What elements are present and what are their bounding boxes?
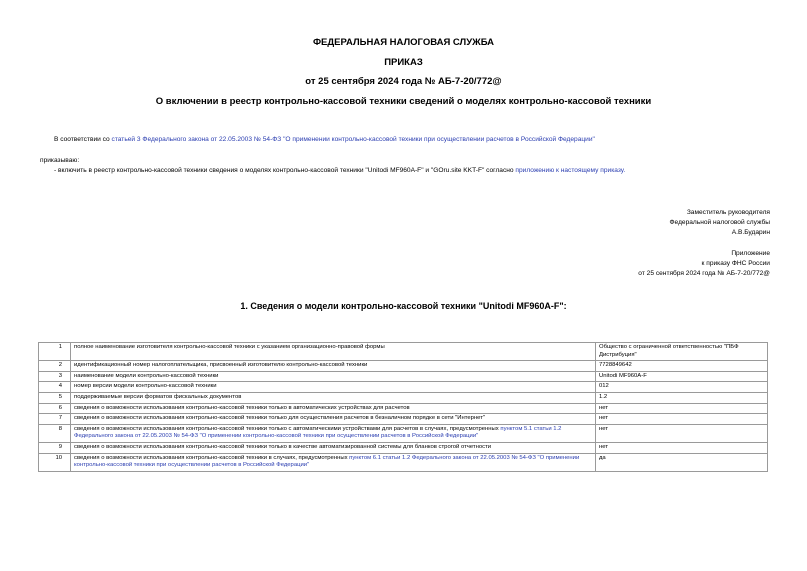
row-description: сведения о возможности использования контрольно-кассовой техники только в качестве автоматизированной системы для бланков строгой отчетности bbox=[71, 442, 596, 453]
row-value: Общество с ограниченной ответственностью "ПБФ Дистрибуция" bbox=[596, 343, 768, 361]
row-number: 4 bbox=[39, 382, 71, 393]
row-description: идентификационный номер налогоплательщика, присвоенный изготовителю контрольно-кассовой техники bbox=[71, 361, 596, 372]
signature-name: А.В.Бударин bbox=[731, 229, 770, 236]
table-row bbox=[39, 361, 768, 372]
appendix-line-1: Приложение bbox=[731, 250, 770, 257]
row-number: 10 bbox=[39, 453, 71, 471]
appendix-block bbox=[638, 249, 770, 279]
table-row bbox=[39, 414, 768, 425]
section-title: 1. Сведения о модели контрольно-кассовой техники "Unitodi MF960A-F": bbox=[240, 301, 567, 311]
table-row bbox=[39, 371, 768, 382]
signature-position-1: Заместитель руководителя bbox=[686, 209, 770, 216]
row-description-text: сведения о возможности использования контрольно-кассовой техники только с автоматическими устройствами для расчетов в случаях, предусмотренных bbox=[74, 425, 501, 432]
law-reference-link[interactable]: пунктом 5.1 статьи 1.2 Федерального закона от 22.05.2003 № 54-ФЗ "О применении контрольно-кассовой техники при осуществлении расчетов в Российской Федерации" bbox=[74, 425, 562, 440]
order-item-text: - включить в реестр контрольно-кассовой техники сведения о моделях контрольно-кассовой техники "Unitodi MF960A-F" и "GOru.site KKT-F" согласно bbox=[54, 167, 516, 174]
table-row bbox=[39, 424, 768, 442]
order-label: приказываю: bbox=[40, 157, 80, 164]
model-info-table bbox=[38, 342, 768, 472]
table-row bbox=[39, 343, 768, 361]
table-row bbox=[39, 392, 768, 403]
row-value: нет bbox=[596, 442, 768, 453]
row-description bbox=[71, 453, 596, 471]
row-number: 6 bbox=[39, 403, 71, 414]
row-number: 8 bbox=[39, 424, 71, 442]
agency-heading: ФЕДЕРАЛЬНАЯ НАЛОГОВАЯ СЛУЖБА bbox=[312, 37, 495, 48]
row-number: 7 bbox=[39, 414, 71, 425]
law-reference-link[interactable]: пунктом 6.1 статьи 1.2 Федерального закона от 22.05.2003 № 54-ФЗ "О применении контрольно-кассовой техники при осуществлении расчетов в Российской Федерации" bbox=[74, 454, 580, 469]
preamble bbox=[54, 136, 595, 143]
preamble-prefix: В соответствии со bbox=[54, 136, 112, 143]
table-row bbox=[39, 382, 768, 393]
table-row bbox=[39, 453, 768, 471]
row-value: 1.2 bbox=[596, 392, 768, 403]
doc-type-heading: ПРИКАЗ bbox=[384, 57, 423, 68]
row-description: номер версии модели контрольно-кассовой техники bbox=[71, 382, 596, 393]
row-description: сведения о возможности использования контрольно-кассовой техники только для осуществления расчетов в безналичном порядке в сети "Интернет" bbox=[71, 414, 596, 425]
table-row bbox=[39, 403, 768, 414]
table-row bbox=[39, 442, 768, 453]
row-value: 012 bbox=[596, 382, 768, 393]
row-description: полное наименование изготовителя контрольно-кассовой техники с указанием организационно-правовой формы bbox=[71, 343, 596, 361]
row-description-text: сведения о возможности использования контрольно-кассовой техники в случаях, предусмотренных bbox=[74, 454, 350, 461]
row-description: поддерживаемые версии форматов фискальных документов bbox=[71, 392, 596, 403]
appendix-line-3: от 25 сентября 2024 года № АБ-7-20/772@ bbox=[638, 270, 770, 277]
document-title: О включении в реестр контрольно-кассовой техники сведений о моделях контрольно-кассовой техники bbox=[155, 96, 652, 107]
appendix-link[interactable]: приложению к настоящему приказу. bbox=[515, 167, 626, 174]
row-value: нет bbox=[596, 414, 768, 425]
signature-block bbox=[670, 208, 770, 238]
appendix-line-2: к приказу ФНС России bbox=[701, 260, 770, 267]
row-number: 5 bbox=[39, 392, 71, 403]
date-number-heading: от 25 сентября 2024 года № АБ-7-20/772@ bbox=[305, 76, 502, 87]
law-article-link[interactable]: статьей 3 Федерального закона от 22.05.2003 № 54-ФЗ "О применении контрольно-кассовой техники при осуществлении расчетов в Российской Федерации" bbox=[111, 136, 595, 143]
row-number: 9 bbox=[39, 442, 71, 453]
row-description: сведения о возможности использования контрольно-кассовой техники только в автоматических устройствах для расчетов bbox=[71, 403, 596, 414]
order-item bbox=[54, 167, 625, 174]
row-value: да bbox=[596, 453, 768, 471]
row-value: 7728849642 bbox=[596, 361, 768, 372]
row-number: 1 bbox=[39, 343, 71, 361]
row-value: нет bbox=[596, 403, 768, 414]
signature-position-2: Федеральной налоговой службы bbox=[669, 219, 770, 226]
row-description: наименование модели контрольно-кассовой техники bbox=[71, 371, 596, 382]
row-description bbox=[71, 424, 596, 442]
row-value: нет bbox=[596, 424, 768, 442]
row-number: 2 bbox=[39, 361, 71, 372]
row-number: 3 bbox=[39, 371, 71, 382]
row-value: Unitodi MF960A-F bbox=[596, 371, 768, 382]
